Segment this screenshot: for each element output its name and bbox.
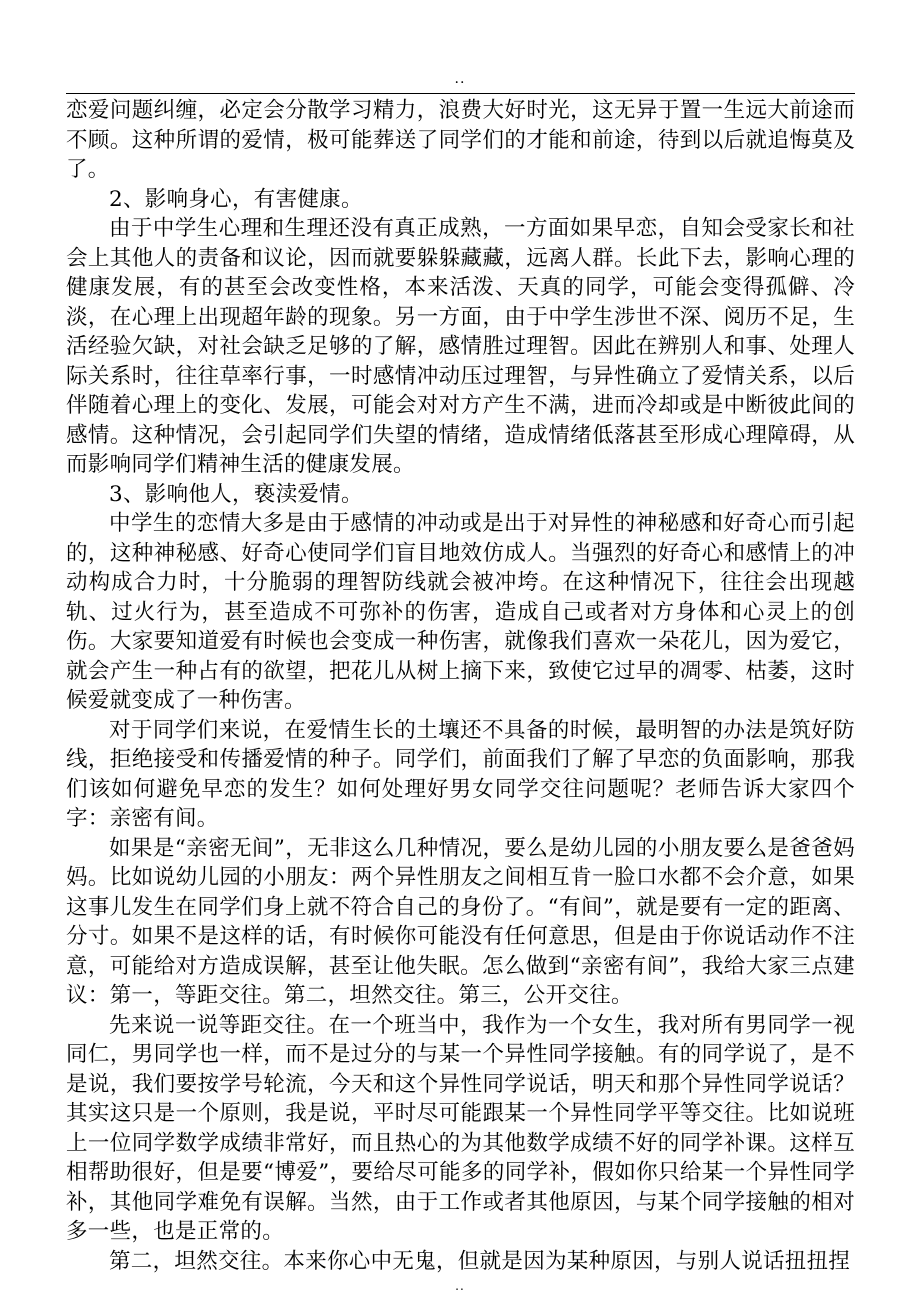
- section-heading-3: 3、影响他人，亵渎爱情。: [109, 481, 363, 507]
- paragraph-continuation: 恋爱问题纠缠，必定会分散学习精力，浪费大好时光，这无异于置一生远大前途而不顾。这种所谓的爱情，极可能葬送了同学们的才能和前途，待到以后就追悔莫及了。: [66, 98, 855, 182]
- section-heading-2: 2、影响身心，有害健康。: [109, 186, 363, 212]
- paragraph-open-interaction: 第二，坦然交往。本来你心中无鬼，但就是因为某种原因，与别人说话扭扭捏: [109, 1248, 851, 1274]
- page-header-mark: ..: [454, 71, 466, 87]
- paragraph-close-distance: 如果是“亲密无间”，无非这么几种情况，要么是幼儿园的小朋友要么是爸爸妈妈。比如说幼儿园的小朋友：两个异性朋友之间相互肯一脸口水都不会介意，如果这事儿发生在同学们身上就不符合自己的身份了。“有间”，就是要有一定的距离、分寸。如果不是这样的话，有时候你可能没有任何意思，但是由于你说话动作不注意，可能给对方造成误解，甚至让他失眠。怎么做到“亲密有间”，我给大家三点建议：第一，等距交往。第二，坦然交往。第三，公开交往。: [66, 835, 855, 1008]
- paragraph-mental-health: 由于中学生心理和生理还没有真正成熟，一方面如果早恋，自知会受家长和社会上其他人的责备和议论，因而就要躲躲藏藏，远离人群。长此下去，影响心理的健康发展，有的甚至会改变性格，本来活泼、天真的同学，可能会变得孤僻、冷淡，在心理上出现超年龄的现象。另一方面，由于中学生涉世不深、阅历不足，生活经验欠缺，对社会缺乏足够的了解，感情胜过理智。因此在辨别人和事、处理人际关系时，往往草率行事，一时感情冲动压过理智，与异性确立了爱情关系，以后伴随着心理上的变化、发展，可能会对对方产生不满，进而冷却或是中断彼此间的感情。这种情况，会引起同学们失望的情绪，造成情绪低落甚至形成心理障碍，从而影响同学们精神生活的健康发展。: [66, 216, 855, 477]
- paragraph-defense: 对于同学们来说，在爱情生长的土壤还不具备的时候，最明智的办法是筑好防线，拒绝接受和传播爱情的种子。同学们，前面我们了解了早恋的负面影响，那我们该如何避免早恋的发生？如何处理好男女同学交往问题呢？老师告诉大家四个字：亲密有间。: [66, 717, 855, 831]
- paragraph-curiosity: 中学生的恋情大多是由于感情的冲动或是出于对异性的神秘感和好奇心而引起的，这种神秘感、好奇心使同学们盲目地效仿成人。当强烈的好奇心和感情上的冲动构成合力时，十分脆弱的理智防线就会被冲垮。在这种情况下，往往会出现越轨、过火行为，甚至造成不可弥补的伤害，造成自己或者对方身体和心灵上的创伤。大家要知道爱有时候也会变成一种伤害，就像我们喜欢一朵花儿，因为爱它，就会产生一种占有的欲望，把花儿从树上摘下来，致使它过早的凋零、枯萎，这时候爱就变成了一种伤害。: [66, 511, 855, 713]
- header-divider: [66, 93, 855, 94]
- paragraph-equal-interaction: 先来说一说等距交往。在一个班当中，我作为一个女生，我对所有男同学一视同仁，男同学也一样，而不是过分的与某一个异性同学接触。有的同学说了，是不是说，我们要按学号轮流，今天和这个异性同学说话，明天和那个异性同学说话？其实这只是一个原则，我是说，平时尽可能跟某一个异性同学平等交往。比如说班上一位同学数学成绩非常好，而且热心的为其他数学成绩不好的同学补课。这样互相帮助很好，但是要“博爱”，要给尽可能多的同学补，假如你只给某一个异性同学补，其他同学难免有误解。当然，由于工作或者其他原因，与某个同学接触的相对多一些，也是正常的。: [66, 1012, 855, 1244]
- document-body: [66, 96, 855, 1276]
- page-footer-mark: ..: [455, 1279, 465, 1293]
